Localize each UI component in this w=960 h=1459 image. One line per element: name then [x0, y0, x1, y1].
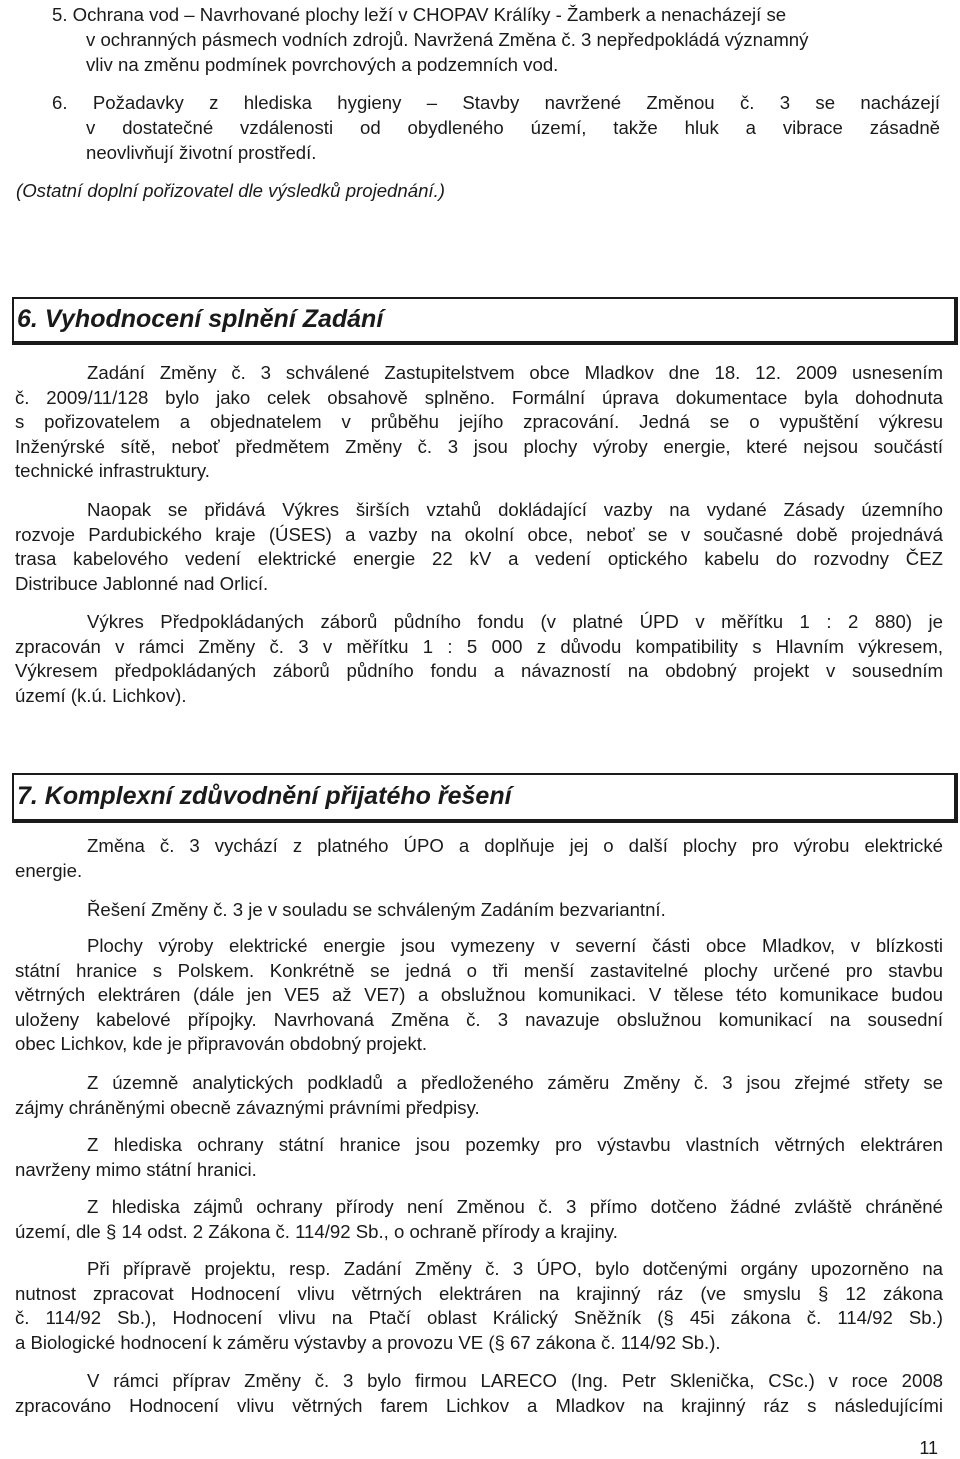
paragraph-line: Distribuce Jablonné nad Orlicí.: [15, 572, 269, 594]
section-6-paragraph-3: [15, 610, 943, 708]
paragraph-line: zájmy chráněnými obecně závaznými právními předpisy.: [15, 1096, 480, 1118]
paragraph-line: trasa kabelového vedení elektrické energie 22 kV a vedení optického kabelu do rozvodny ČEZ: [15, 548, 943, 569]
section-7-paragraph-1: [15, 834, 943, 883]
paragraph-line: Naopak se přidává Výkres širších vztahů dokládající vazby na vydané Zásady územního: [87, 499, 943, 520]
paragraph-line: větrných elektráren (dále jen VE5 až VE7) a obslužnou komunikaci. V tělese této komunikace budou: [15, 984, 943, 1005]
section-7-paragraph-5: [15, 1133, 943, 1182]
list-item-6-line-2: v dostatečné vzdálenosti od obydleného území, takže hluk a vibrace zásadně: [86, 117, 940, 138]
paragraph-line: rozvoje Pardubického kraje (ÚSES) a vazby na okolní obce, neboť se v současné době projednává: [15, 523, 943, 545]
section-6-paragraph-1: [15, 361, 943, 484]
paragraph-line: území (k.ú. Lichkov).: [15, 684, 187, 706]
paragraph-line: navrženy mimo státní hranici.: [15, 1158, 257, 1180]
paragraph-line: technické infrastruktury.: [15, 460, 210, 481]
paragraph-line: Výkresem předpokládaných záborů půdního fondu a návazností na obdobný projekt v sousedním: [15, 660, 943, 681]
paragraph-line: Změna č. 3 vychází z platného ÚPO a doplňuje jej o další plochy pro výrobu elektrické: [87, 835, 943, 856]
paragraph-line: Řešení Změny č. 3 je v souladu se schváleným Zadáním bezvariantní.: [87, 899, 666, 920]
paragraph-line: Plochy výroby elektrické energie jsou vymezeny v severní části obce Mladkov, v blízkosti: [87, 935, 943, 956]
paragraph-line: Inženýrské sítě, neboť předmětem Změny č. 3 jsou plochy výroby energie, které nejsou součástí: [15, 435, 943, 457]
list-item-6-line-1: 6. Požadavky z hlediska hygieny – Stavby navržené Změnou č. 3 se nacházejí: [52, 92, 940, 113]
section-7-heading: 7. Komplexní zdůvodnění přijatého řešení: [17, 782, 512, 810]
paragraph-line: nutnost zpracovat Hodnocení vlivu větrných elektráren na krajinný ráz (ve smyslu § 12 zákona: [15, 1282, 943, 1304]
paragraph-line: Z územně analytických podkladů a předloženého záměru Změny č. 3 jsou zřejmé střety se: [87, 1072, 943, 1093]
paragraph-line: obec Lichkov, kde je připravován obdobný projekt.: [15, 1033, 428, 1054]
paragraph-line: s pořizovatelem a objednatelem v průběhu jejího zpracování. Jedná se o vypuštění výkresu: [15, 411, 943, 432]
section-7-paragraph-6: [15, 1195, 943, 1244]
section-7-paragraph-7: [15, 1257, 943, 1355]
list-item-6-line-3: neovlivňují životní prostředí.: [86, 142, 317, 163]
page-number: 11: [919, 1438, 938, 1458]
note-text: (Ostatní doplní pořizovatel dle výsledků projednání.): [16, 180, 445, 201]
list-item-5-line-1: 5. Ochrana vod – Navrhované plochy leží v CHOPAV Králíky - Žamberk a nenacházejí se: [52, 4, 787, 25]
list-item-5-line-3: vliv na změnu podmínek povrchových a podzemních vod.: [86, 54, 559, 75]
paragraph-line: č. 2009/11/128 bylo jako celek obsahově splněno. Formální úprava dokumentace byla dohodnuta: [15, 386, 943, 408]
paragraph-line: V rámci příprav Změny č. 3 bylo firmou LARECO (Ing. Petr Sklenička, CSc.) v roce 2008: [87, 1370, 943, 1391]
paragraph-line: č. 114/92 Sb.), Hodnocení vlivu na Ptačí oblast Králický Sněžník (§ 45i zákona č. 114/92 Sb.): [15, 1307, 943, 1328]
paragraph-line: uloženy kabelové přípojky. Navrhovaná Změna č. 3 navazuje obslužnou komunikací na sousední: [15, 1008, 943, 1030]
section-7-paragraph-8: [15, 1369, 943, 1418]
list-item-5-line-2: v ochranných pásmech vodních zdrojů. Navržená Změna č. 3 nepředpokládá významný: [86, 29, 809, 50]
paragraph-line: a Biologické hodnocení k záměru výstavby a provozu VE (§ 67 zákona č. 114/92 Sb.).: [15, 1331, 721, 1353]
paragraph-line: Zadání Změny č. 3 schválené Zastupitelstvem obce Mladkov dne 18. 12. 2009 usnesením: [87, 362, 943, 383]
paragraph-line: Při přípravě projektu, resp. Zadání Změny č. 3 ÚPO, bylo dotčenými orgány upozorněno na: [87, 1258, 943, 1279]
section-6-heading: 6. Vyhodnocení splnění Zadání: [17, 305, 384, 333]
paragraph-line: zpracován v rámci Změny č. 3 v měřítku 1 : 5 000 z důvodu kompatibility s Hlavním výkresem,: [15, 635, 943, 657]
paragraph-line: státní hranice s Polskem. Konkrétně se jedná o tři menší zastavitelné plochy určené pro stavbu: [15, 959, 943, 981]
section-7-paragraph-4: [15, 1071, 943, 1120]
paragraph-line: území, dle § 14 odst. 2 Zákona č. 114/92 Sb., o ochraně přírody a krajiny.: [15, 1220, 618, 1242]
section-6-paragraph-2: [15, 498, 943, 596]
paragraph-line: energie.: [15, 859, 83, 881]
section-7-paragraph-3: [15, 934, 943, 1057]
paragraph-line: Z hlediska zájmů ochrany přírody není Změnou č. 3 přímo dotčeno žádné zvláště chráněné: [87, 1196, 943, 1217]
paragraph-line: Z hlediska ochrany státní hranice jsou pozemky pro výstavbu vlastních větrných elektráren: [87, 1134, 943, 1155]
paragraph-line: Výkres Předpokládaných záborů půdního fondu (v platné ÚPD v měřítku 1 : 2 880) je: [87, 611, 943, 632]
section-7-paragraph-2: [15, 898, 943, 923]
paragraph-line: zpracováno Hodnocení vlivu větrných farem Lichkov a Mladkov na krajinný ráz s následujícími: [15, 1394, 943, 1416]
